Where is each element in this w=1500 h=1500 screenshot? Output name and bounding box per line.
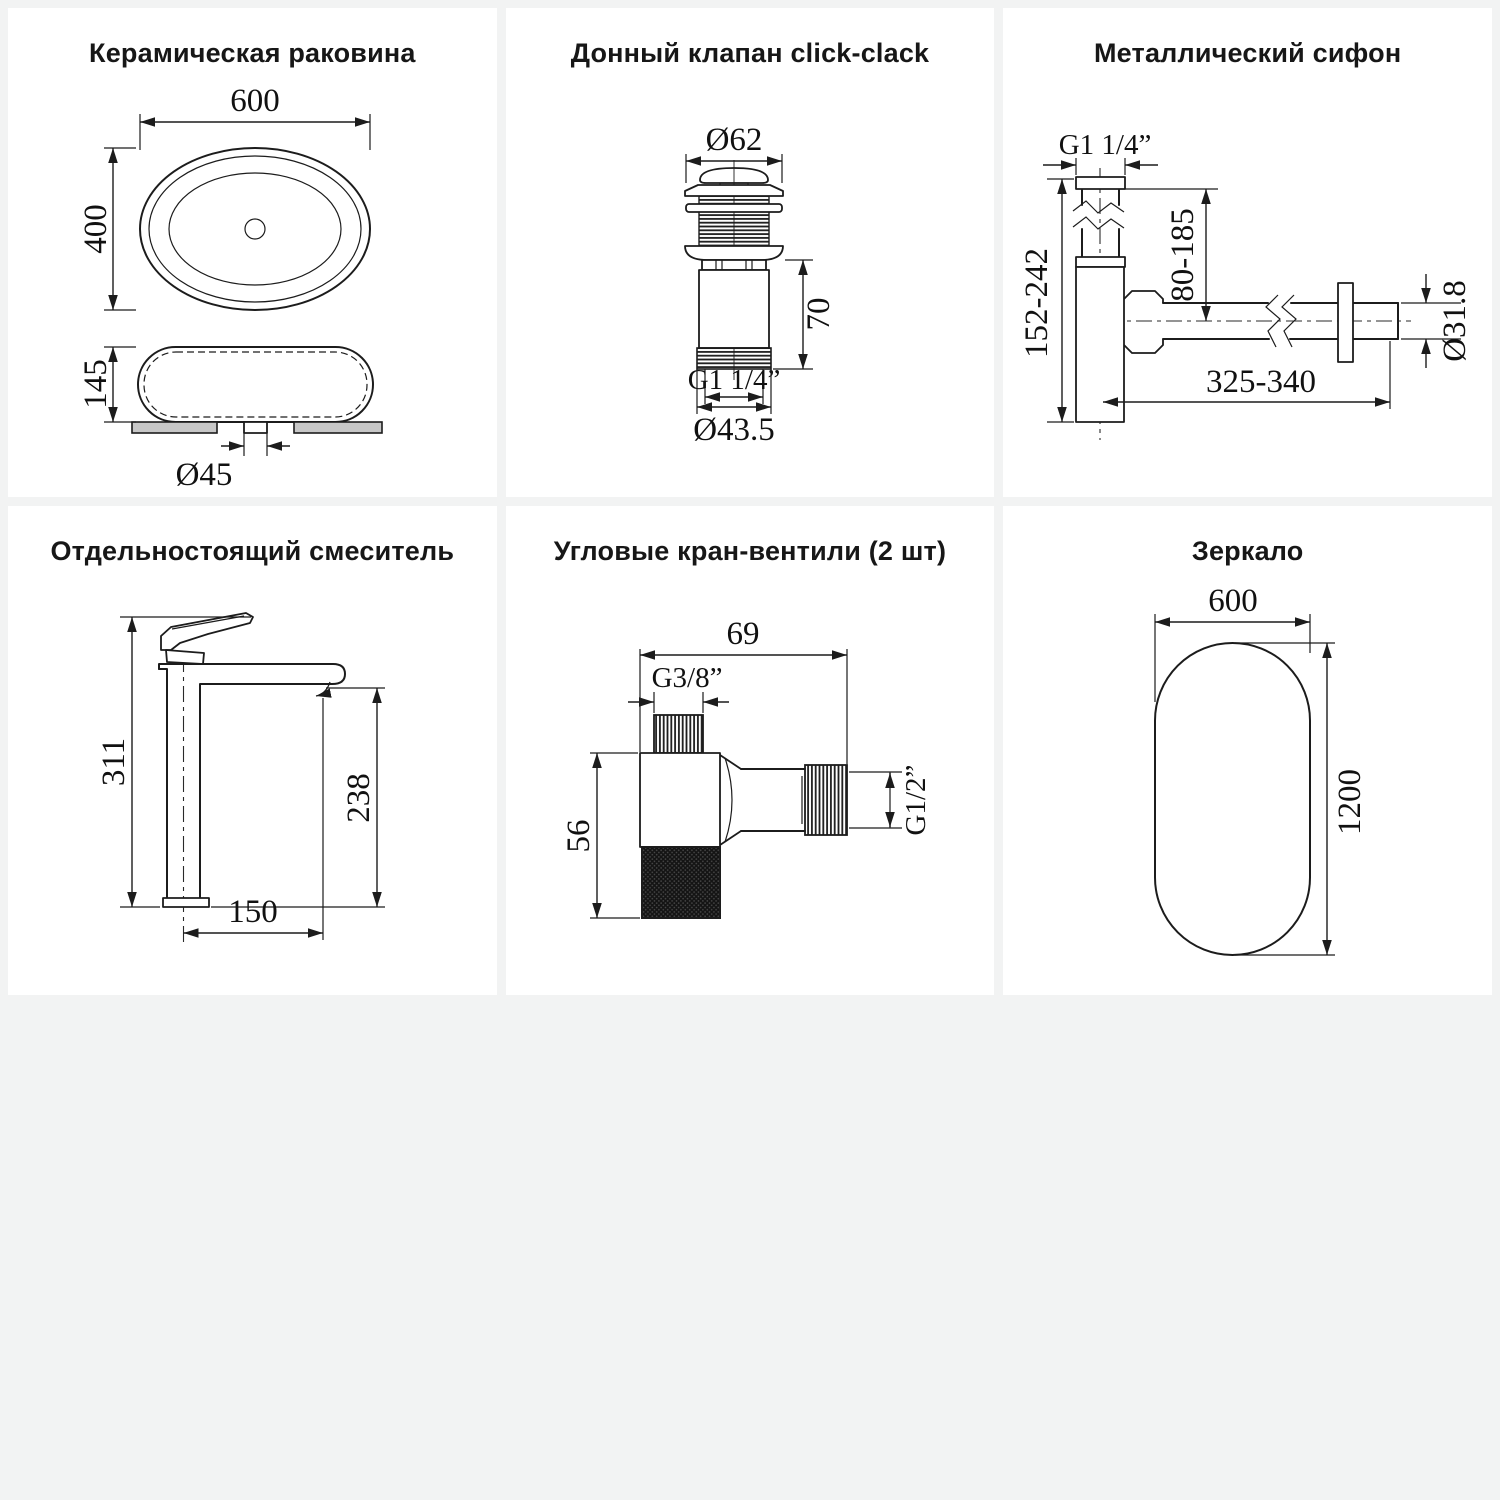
siphon-length-label: 325-340 <box>1206 364 1317 400</box>
angle-valve-body <box>640 715 847 918</box>
panel-sink-title: Керамическая раковина <box>89 38 416 68</box>
angle-valve-inlet-thread-label: G3/8” <box>651 662 723 694</box>
mixer-spout-height-label: 238 <box>341 773 377 823</box>
mirror-height-label: 1200 <box>1332 769 1369 835</box>
mixer-drawing <box>8 506 497 995</box>
sink-depth-label: 400 <box>78 204 114 254</box>
siphon-height-range-label: 152-242 <box>1019 248 1056 358</box>
angle-valve-drawing <box>506 506 995 995</box>
sink-drain-stub <box>244 422 267 433</box>
sink-pad-left <box>132 422 217 433</box>
siphon-inlet-depth-label: 80-185 <box>1165 208 1202 302</box>
valve-cap-label: Ø62 <box>705 122 763 158</box>
sink-dim-drain <box>176 433 290 493</box>
angle-valve-outlet-thread-label: G1/2” <box>899 764 932 836</box>
sink-width-label: 600 <box>230 83 280 119</box>
siphon-dim-inlet-depth <box>1125 189 1218 321</box>
angle-valve-dim-height <box>561 753 640 918</box>
angle-valve-dim-outlet <box>849 765 932 836</box>
mixer-total-height-label: 311 <box>96 737 132 787</box>
sink-dim-width <box>140 83 370 150</box>
panel-sink <box>8 8 497 497</box>
siphon-drawing <box>1003 8 1492 497</box>
angle-valve-knurled-handle <box>642 847 720 918</box>
panel-siphon-title: Металлический сифон <box>1093 38 1402 68</box>
sink-top-view <box>140 148 370 310</box>
sink-pad-right <box>294 422 382 433</box>
mirror-drawing <box>1003 506 1492 995</box>
mirror-shape <box>1155 643 1310 955</box>
panel-mirror <box>1003 506 1492 995</box>
panel-drain-valve <box>506 8 995 497</box>
panel-mixer-title: Отдельностоящий смеситель <box>50 536 455 566</box>
panel-siphon <box>1003 8 1492 497</box>
valve-dim-thread <box>687 364 780 404</box>
panel-grid <box>8 8 1492 995</box>
valve-dim-height <box>773 260 837 369</box>
sink-drain-label: Ø45 <box>175 457 233 493</box>
valve-thread-label: G1 1/4” <box>687 364 780 396</box>
drain-valve-drawing <box>506 8 995 497</box>
valve-diameter-label: Ø43.5 <box>692 412 775 448</box>
mirror-dim-height <box>1235 643 1368 955</box>
mirror-width-label: 600 <box>1208 583 1259 619</box>
siphon-inlet-thread-label: G1 1/4” <box>1059 129 1152 161</box>
sink-drawing <box>8 8 497 497</box>
valve-height-label: 70 <box>800 297 837 331</box>
valve-body <box>685 168 783 369</box>
siphon-pipe-diameter-label: Ø31.8 <box>1437 280 1474 362</box>
sink-dim-height <box>78 347 136 422</box>
mixer-spout-reach-label: 150 <box>228 894 278 930</box>
siphon-dim-pipe-diameter <box>1401 274 1473 368</box>
angle-valve-length-label: 69 <box>726 616 760 652</box>
mixer-body <box>159 613 345 907</box>
angle-valve-height-label: 56 <box>560 819 597 853</box>
panel-mixer <box>8 506 497 995</box>
siphon-wall-flange <box>1338 283 1353 362</box>
sink-height-label: 145 <box>78 359 114 409</box>
sink-side-view <box>132 347 382 433</box>
angle-valve-dim-inlet <box>628 662 729 713</box>
panel-mirror-title: Зеркало <box>1191 536 1304 566</box>
panel-drain-valve-title: Донный клапан click-clack <box>570 38 930 68</box>
sink-dim-depth <box>78 148 136 310</box>
mixer-dim-spout-height <box>211 688 385 907</box>
panel-angle-valves-title: Угловые кран-вентили (2 шт) <box>553 536 947 566</box>
panel-angle-valves <box>506 506 995 995</box>
siphon-dim-height-range <box>1019 179 1074 422</box>
